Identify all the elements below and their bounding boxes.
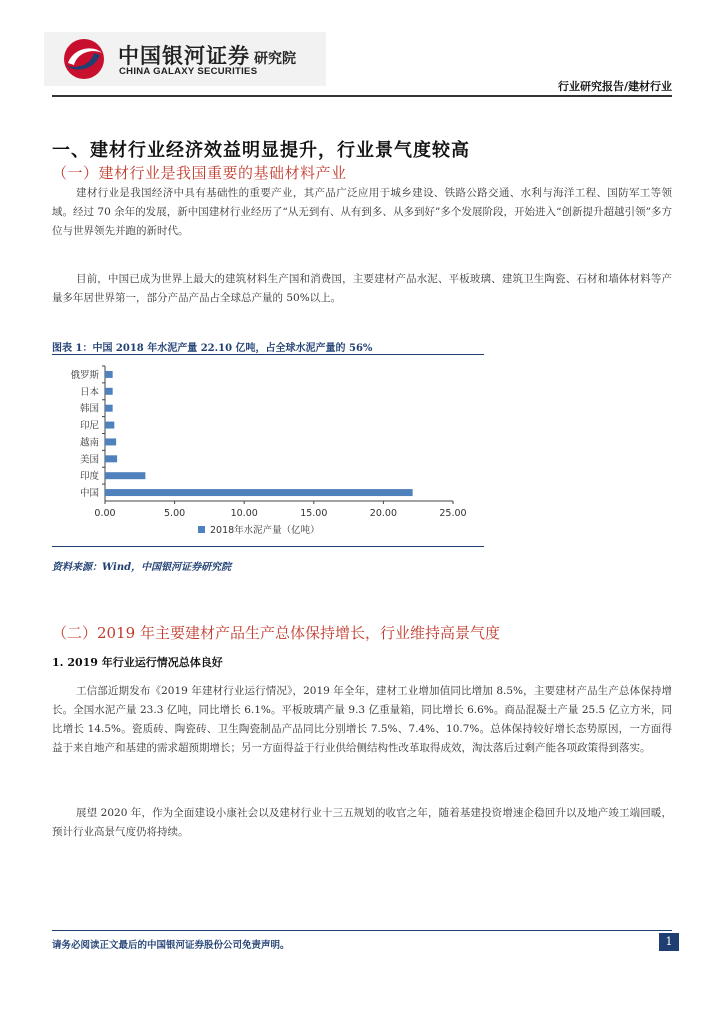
header-divider xyxy=(52,95,672,97)
figure-top-rule xyxy=(52,354,484,355)
bar-2 xyxy=(105,405,113,412)
section-title: 一、建材行业经济效益明显提升，行业景气度较高 xyxy=(52,140,470,161)
bar-5 xyxy=(105,455,117,462)
x-tick-label-1: 5.00 xyxy=(164,508,186,519)
x-tick-label-3: 15.00 xyxy=(300,508,328,519)
paragraph: 建材行业是我国经济中具有基础性的重要产业，其产品广泛应用于城乡建设、铁路公路交通、水利与海洋工程、国防军工等领域。经过 70 余年的发展，新中国建材行业经历了“从无到有、从有到多、从多到好”多个发展阶段，开始进入“创新提升超越引领”多方位与世界领先并跑的新时代。 xyxy=(52,187,672,237)
category-label-0: 俄罗斯 xyxy=(70,369,99,381)
logo-chinese-name: 中国银河证券 xyxy=(118,44,250,68)
footer-disclaimer: 请务必阅读正文最后的中国银河证券股份公司免责声明。 xyxy=(52,940,290,951)
category-label-3: 印尼 xyxy=(79,420,99,432)
page-number: 1 xyxy=(659,933,679,951)
figure-source: 资料来源：Wind，中国银河证券研究院 xyxy=(52,562,232,573)
cement-output-bar-chart xyxy=(52,356,484,544)
galaxy-logo-icon xyxy=(60,37,108,81)
x-tick-label-4: 20.00 xyxy=(369,508,398,519)
figure-bottom-rule xyxy=(52,546,484,547)
figure-title: 图表 1：中国 2018 年水泥产量 22.10 亿吨，占全球水泥产量的 56% xyxy=(52,343,373,354)
bar-3 xyxy=(105,422,114,429)
report-type: 行业研究报告/建材行业 xyxy=(557,80,672,93)
x-tick-label-5: 25.00 xyxy=(439,508,467,519)
x-tick-label-0: 0.00 xyxy=(94,508,116,519)
category-label-2: 韩国 xyxy=(79,403,99,415)
category-label-7: 中国 xyxy=(79,488,99,500)
category-label-4: 越南 xyxy=(79,437,99,449)
bar-1 xyxy=(105,388,113,395)
category-label-6: 印度 xyxy=(79,471,99,483)
legend-label: 2018年水泥产量（亿吨） xyxy=(210,525,320,536)
subsection-heading: 1. 2019 年行业运行情况总体良好 xyxy=(52,656,223,669)
logo-english-name: CHINA GALAXY SECURITIES xyxy=(119,66,258,77)
bar-7 xyxy=(105,489,413,496)
section-subtitle-2: （二）2019 年主要建材产品生产总体保持增长，行业维持高景气度 xyxy=(52,624,500,642)
footer-divider xyxy=(52,930,672,931)
legend-swatch xyxy=(198,526,205,533)
institute-label: 研究院 xyxy=(254,51,296,67)
category-label-5: 美国 xyxy=(79,454,99,466)
category-label-1: 日本 xyxy=(79,386,99,398)
section-subtitle: （一）建材行业是我国重要的基础材料产业 xyxy=(52,164,347,182)
bar-6 xyxy=(105,472,145,479)
paragraph: 目前，中国已成为世界上最大的建筑材料生产国和消费国，主要建材产品水泥、平板玻璃、建筑卫生陶瓷、石材和墙体材料等产量多年居世界第一，部分产品产品占全球总产量的 50%以上。 xyxy=(52,273,672,304)
paragraph: 工信部近期发布《2019 年建材行业运行情况》，2019 年全年，建材工业增加值同比增加 8.5%，主要建材产品生产总体保持增长。全国水泥产量 23.3 亿吨，同比增长 6.1%。平板玻璃产量 9.3 亿重量箱，同比增长 6.6%。商品混凝土产量 25.5 亿立方米，同比增长 14.5%。瓷质砖、陶瓷砖、卫生陶瓷制品产品同比分别增长 7.5%、7.4%、10.7%。总体保持较好增长态势原因，一方面得益于来自地产和基建的需求超预期增长；另一方面得益于行业供给侧结构性改革取得成效，淘汰落后过剩产能各项政策得到落实。 xyxy=(52,685,672,754)
x-tick-label-2: 10.00 xyxy=(230,508,258,519)
bar-0 xyxy=(105,371,113,378)
paragraph: 展望 2020 年，作为全面建设小康社会以及建材行业十三五规划的收官之年，随着基建投资增速企稳回升以及地产竣工端回暖，预计行业高景气度仍将持续。 xyxy=(52,807,672,838)
bar-4 xyxy=(105,438,116,445)
